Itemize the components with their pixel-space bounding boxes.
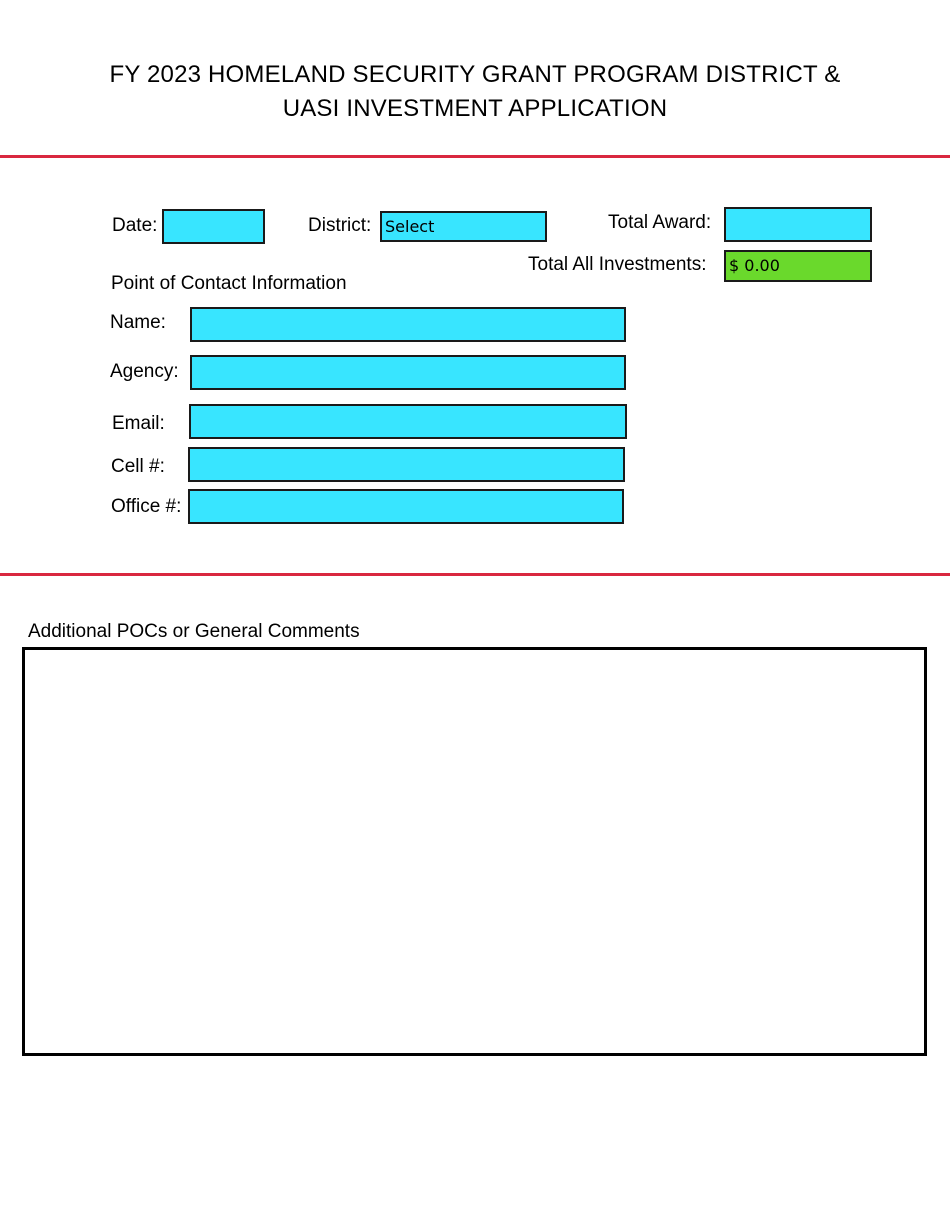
office-label: Office #: [111, 496, 182, 517]
name-field[interactable] [190, 307, 626, 342]
top-divider [0, 155, 950, 158]
page-title [0, 58, 950, 126]
total-award-field[interactable] [724, 207, 872, 242]
name-label: Name: [110, 312, 166, 333]
date-field[interactable] [162, 209, 265, 244]
agency-field[interactable] [190, 355, 626, 390]
email-label: Email: [112, 413, 165, 434]
total-award-label: Total Award: [608, 212, 712, 233]
comments-label: Additional POCs or General Comments [28, 621, 360, 642]
cell-label: Cell #: [111, 456, 165, 477]
district-select[interactable] [380, 211, 547, 242]
date-label: Date: [112, 215, 158, 236]
page-title-line-1: FY 2023 HOMELAND SECURITY GRANT PROGRAM DISTRICT & [109, 61, 841, 88]
comments-textarea[interactable] [22, 647, 927, 1056]
middle-divider [0, 573, 950, 576]
cell-field[interactable] [188, 447, 625, 482]
page-title-line-2: UASI INVESTMENT APPLICATION [282, 95, 668, 122]
email-field[interactable] [189, 404, 627, 439]
total-investments-value: $ 0.00 [729, 256, 780, 275]
contact-section-title: Point of Contact Information [111, 273, 347, 294]
agency-label: Agency: [110, 361, 179, 382]
total-investments-label: Total All Investments: [528, 254, 707, 275]
district-label: District: [308, 215, 372, 236]
total-investments-field [724, 250, 872, 282]
district-select-value: Select [385, 216, 435, 236]
office-field[interactable] [188, 489, 624, 524]
